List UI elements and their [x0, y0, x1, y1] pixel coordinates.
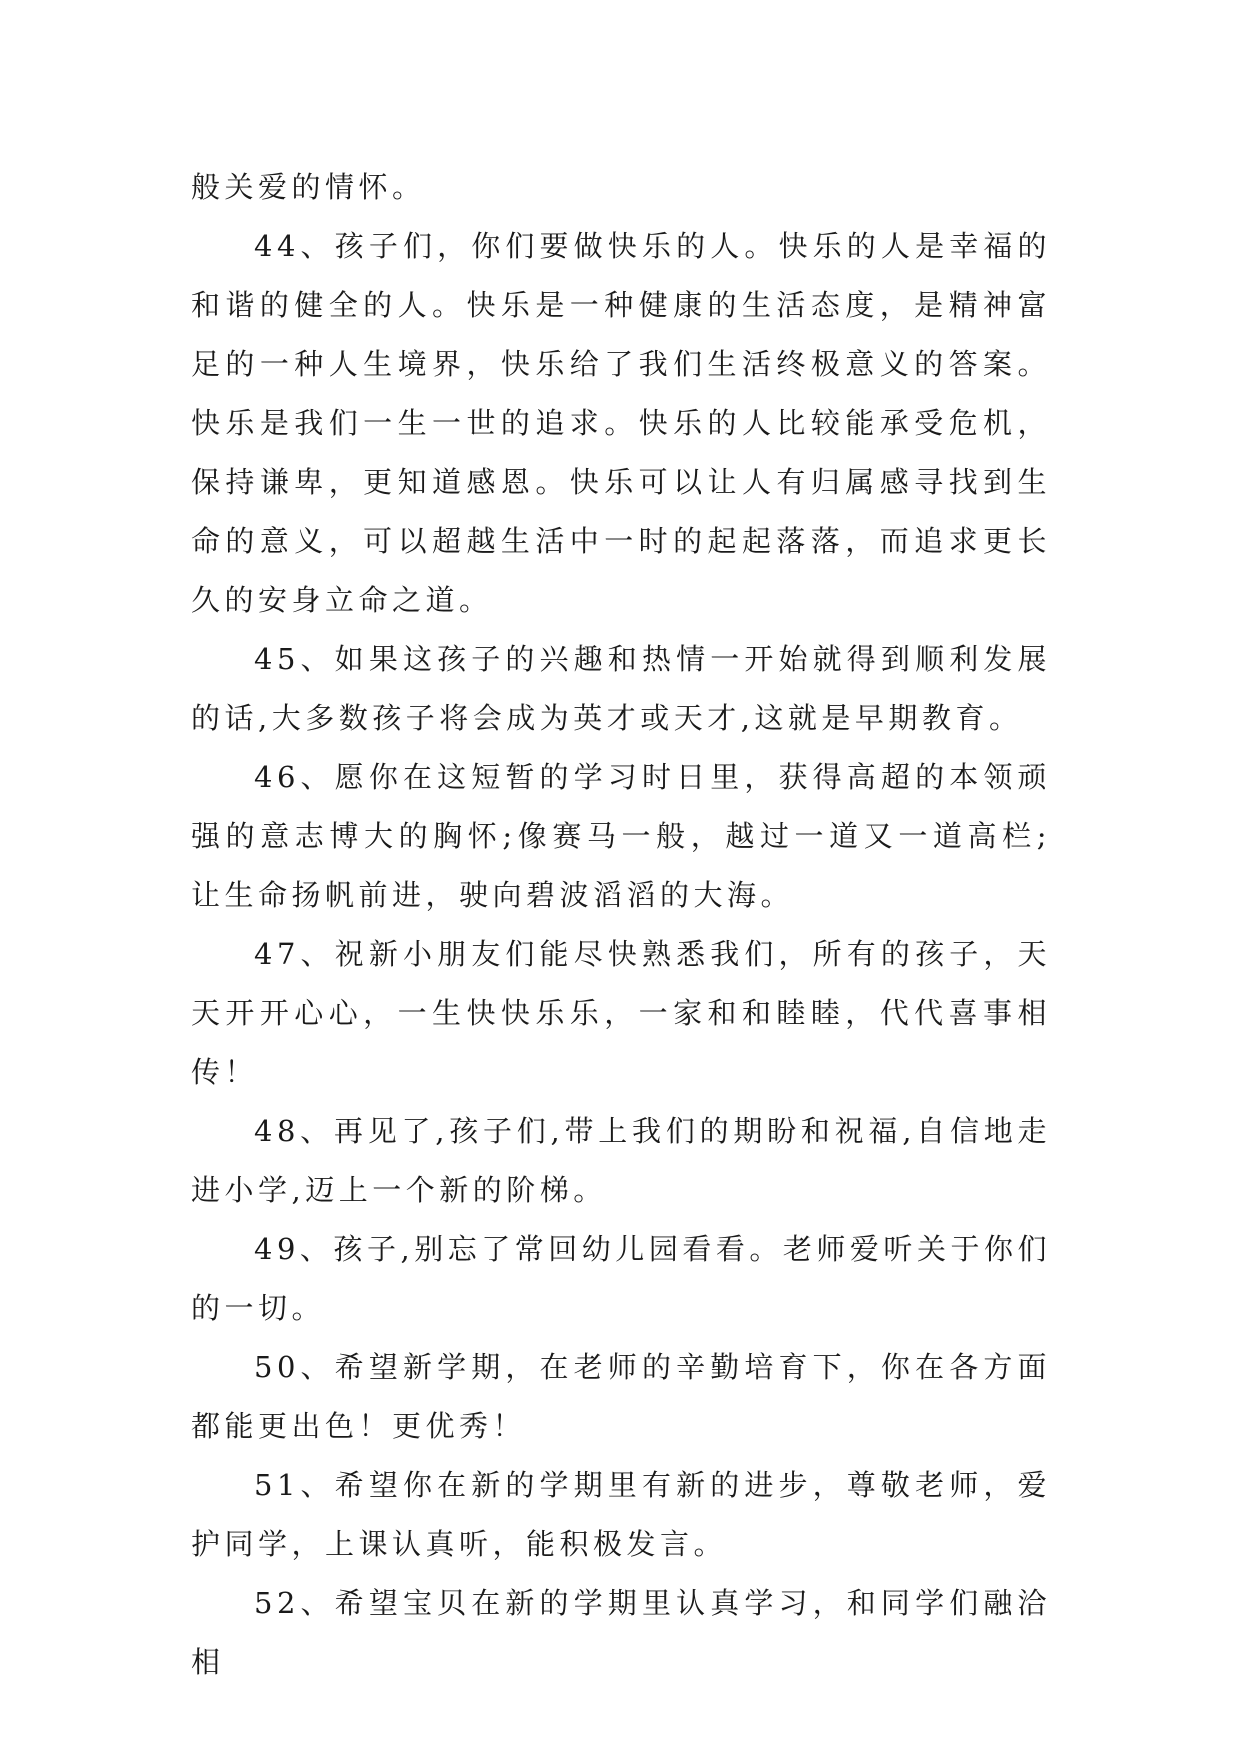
paragraph-continuation: 般关爱的情怀。 [191, 170, 426, 204]
paragraph-item-50: 50、希望新学期，在老师的辛勤培育下，你在各方面都能更出色！更优秀！ [191, 1350, 1051, 1443]
paragraph-item-46: 46、愿你在这短暂的学习时日里，获得高超的本领顽强的意志博大的胸怀;像赛马一般，越过一道又一道高栏;让生命扬帆前进，驶向碧波滔滔的大海。 [191, 760, 1051, 912]
paragraph-item-45: 45、如果这孩子的兴趣和热情一开始就得到顺利发展的话,大多数孩子将会成为英才或天才,这就是早期教育。 [191, 642, 1051, 735]
document-body [191, 158, 1051, 1692]
paragraph-item-52: 52、希望宝贝在新的学期里认真学习，和同学们融洽相 [191, 1586, 1051, 1679]
paragraph-item-48: 48、再见了,孩子们,带上我们的期盼和祝福,自信地走进小学,迈上一个新的阶梯。 [191, 1114, 1051, 1207]
paragraph-item-51: 51、希望你在新的学期里有新的进步，尊敬老师，爱护同学，上课认真听，能积极发言。 [191, 1468, 1051, 1561]
paragraph-item-47: 47、祝新小朋友们能尽快熟悉我们，所有的孩子，天天开开心心，一生快快乐乐，一家和和睦睦，代代喜事相传！ [191, 937, 1051, 1089]
paragraph-item-44: 44、孩子们，你们要做快乐的人。快乐的人是幸福的和谐的健全的人。快乐是一种健康的生活态度，是精神富足的一种人生境界，快乐给了我们生活终极意义的答案。快乐是我们一生一世的追求。快乐的人比较能承受危机，保持谦卑，更知道感恩。快乐可以让人有归属感寻找到生命的意义，可以超越生活中一时的起起落落，而追求更长久的安身立命之道。 [191, 229, 1051, 617]
paragraph-item-49: 49、孩子,别忘了常回幼儿园看看。老师爱听关于你们的一切。 [191, 1232, 1051, 1325]
